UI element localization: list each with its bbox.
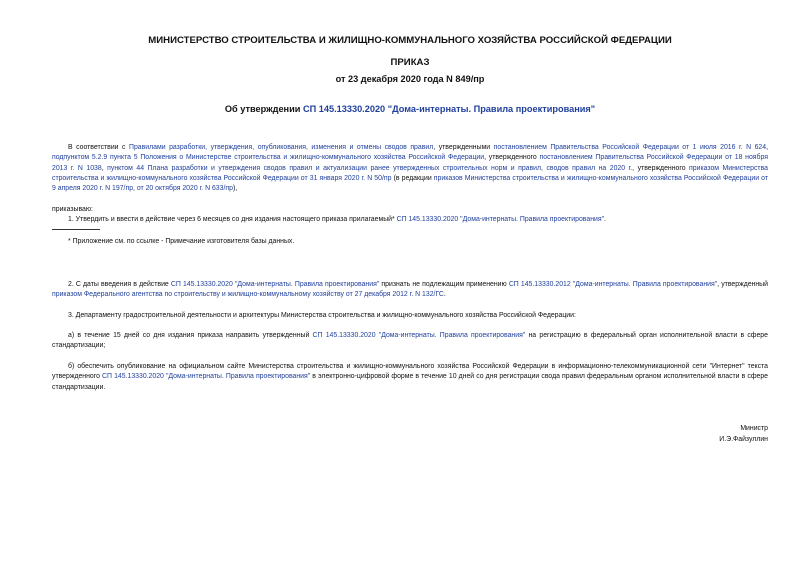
resolution-624-link[interactable]: постановлением Правительства Российской Федерации от 1 июля 2016 г. N 624	[493, 144, 767, 151]
text: а) в течение 15 дней со дня издания приказа направить утвержденный	[68, 332, 313, 339]
sp-2020-link[interactable]: СП 145.13330.2020 "Дома-интернаты. Правила проектирования"	[396, 216, 605, 223]
text: 1. Утвердить и ввести в действие через 6 месяцев со дня издания настоящего приказа прилагаемый*	[68, 216, 397, 223]
item-3b	[52, 362, 768, 393]
item-1	[68, 215, 768, 225]
text: в электронно-цифровой форме в течение 10 дней со дня регистрации свода правил федеральным органом исполнительной власти в сфере стандартизации.	[52, 373, 768, 391]
order-word: приказываю:	[52, 206, 93, 213]
footnote: * Приложение см. по ссылке - Примечание изготовителя базы данных.	[68, 238, 295, 245]
regulation-link[interactable]: подпунктом 5.2.9 пункта 5 Положения о Министерстве строительства и жилищно-коммунального хозяйства Российской Федерации	[52, 154, 485, 162]
sp-2020-link[interactable]: СП 145.13330.2020 "Дома-интернаты. Правила проектирования"	[170, 281, 380, 288]
text: .	[604, 216, 606, 223]
text: , утвержденный	[717, 281, 768, 288]
resolution-1038-link[interactable]: постановлением Правительства Российской Федерации от 18 ноября 2013 г. N 1038	[52, 154, 768, 172]
order-50-link[interactable]: приказом Министерства строительства и жилищно-коммунального хозяйства Российской Федерации от 31 января 2020 г. N 50/пр	[52, 164, 768, 182]
signature-position: Министр	[740, 425, 768, 432]
order-title-link[interactable]: СП 145.13330.2020 "Дома-интернаты. Правила проектирования"	[302, 104, 596, 114]
text: .	[443, 291, 446, 299]
text: В соответствии с	[68, 144, 129, 151]
rules-link[interactable]: Правилами разработки, утверждения, опубликования, изменения и отмены сводов правил	[129, 144, 434, 151]
text: ,	[101, 164, 108, 172]
item-2	[52, 280, 768, 301]
date-number: от 23 декабря 2020 года N 849/пр	[335, 74, 485, 84]
orders-197-633-link[interactable]: приказов Министерства строительства и жилищно-коммунального хозяйства Российской Федерации от 9 апреля 2020 г. N 197/пр, от 20 октября 2020 г. N 633/пр	[52, 174, 768, 193]
order-132-link[interactable]: приказом Федерального агентства по строительству и жилищно-коммунальному хозяйству от 27 декабря 2012 г. N 132/ГС	[52, 291, 444, 299]
text: , утвержденного	[632, 164, 690, 172]
text: признать не подлежащим применению	[379, 281, 509, 288]
text: ,	[766, 144, 768, 151]
text: , утвержденного	[484, 154, 540, 162]
signature-name: И.Э.Файзуллин	[719, 436, 768, 443]
item-3a	[52, 331, 768, 352]
preamble-paragraph	[52, 143, 768, 194]
text: 2. С даты введения в действие	[68, 281, 171, 288]
text: на регистрацию в федеральный орган исполнительной власти в сфере стандартизации;	[52, 332, 768, 350]
text: ),	[232, 185, 238, 193]
sp-2020-link[interactable]: СП 145.13330.2020 "Дома-интернаты. Правила проектирования"	[312, 332, 526, 339]
order-title-prefix: Об утверждении	[224, 104, 303, 114]
order-title	[52, 104, 768, 114]
text: (в редакции	[391, 174, 434, 182]
ministry-heading: МИНИСТЕРСТВО СТРОИТЕЛЬСТВА И ЖИЛИЩНО-КОММУНАЛЬНОГО ХОЗЯЙСТВА РОССИЙСКОЙ ФЕДЕРАЦИИ	[148, 35, 672, 46]
sp-2012-link[interactable]: СП 145.13330.2012 "Дома-интернаты. Правила проектирования"	[508, 281, 718, 288]
document-type: ПРИКАЗ	[390, 57, 430, 68]
plan-link[interactable]: пунктом 44 Плана разработки и утверждения сводов правил и актуализации ранее утвержденных строительных норм и правил, сводов правил на 2020 г.	[107, 164, 633, 172]
text: б) обеспечить опубликование на официальном сайте Министерства строительства и жилищно-коммунального хозяйства Российской Федерации в информационно-телекоммуникационной сети "Интернет" текста утвержденного	[52, 363, 768, 381]
footnote-divider	[52, 229, 100, 230]
sp-2020-link[interactable]: СП 145.13330.2020 "Дома-интернаты. Правила проектирования"	[102, 373, 311, 381]
item-3: 3. Департаменту градостроительной деятельности и архитектуры Министерства строительства и жилищно-коммунального хозяйства Российской Федерации:	[68, 312, 576, 319]
text: , утвержденными	[433, 144, 494, 151]
